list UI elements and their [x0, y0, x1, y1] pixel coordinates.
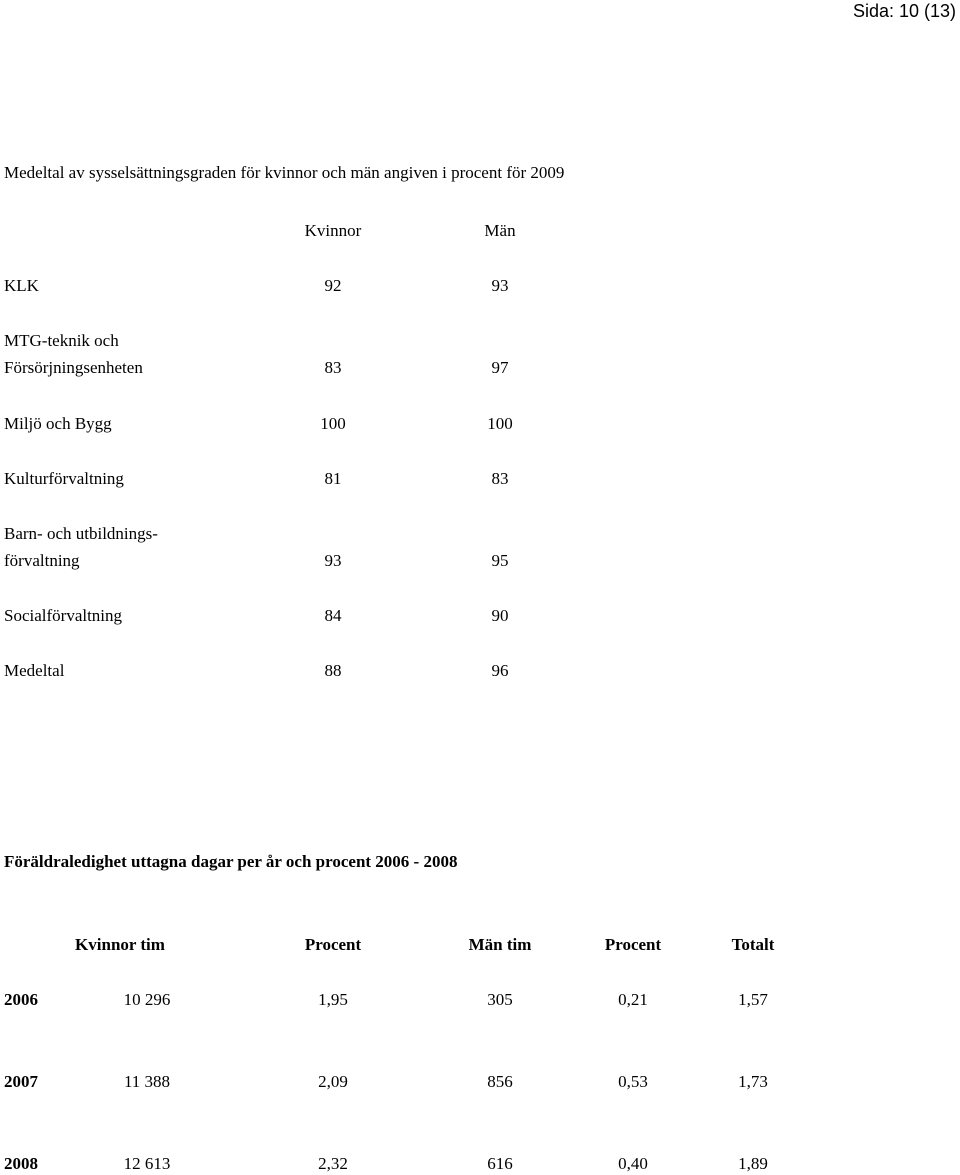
cell-kvinnor: 92 [324, 276, 342, 295]
row-label-line2: Försörjningsenheten [4, 358, 143, 377]
row-year: 2007 [4, 1072, 38, 1091]
row-label: Barn- och utbildnings- [4, 524, 158, 543]
row-label: KLK [4, 276, 39, 295]
cell-kvinnor: 81 [324, 469, 342, 488]
cell-man: 83 [491, 469, 509, 488]
row-label-total: Medeltal [4, 661, 65, 680]
cell-man: 96 [491, 661, 509, 680]
row-label: Kulturförvaltning [4, 469, 124, 488]
row-year: 2006 [4, 990, 38, 1009]
cell-totalt: 1,89 [738, 1154, 768, 1173]
cell-procent-man: 0,21 [618, 990, 648, 1009]
section1-title: Medeltal av sysselsättningsgraden för kvinnor och män angiven i procent för 2009 [4, 163, 565, 182]
col-header-procent-kvinnor: Procent [304, 935, 362, 954]
cell-man: 93 [491, 276, 509, 295]
section2-title: Föräldraledighet uttagna dagar per år och procent 2006 - 2008 [4, 852, 458, 871]
cell-procent-kvinnor: 2,09 [318, 1072, 348, 1091]
col-header-man: Män [484, 221, 516, 240]
cell-kvinnor: 88 [324, 661, 342, 680]
row-year: 2008 [4, 1154, 38, 1173]
cell-man-tim: 616 [487, 1154, 513, 1173]
cell-kvinnor-tim: 11 388 [123, 1072, 171, 1091]
cell-totalt: 1,73 [738, 1072, 768, 1091]
page-number: Sida: 10 (13) [852, 1, 956, 21]
col-header-kvinnor: Kvinnor [304, 221, 362, 240]
cell-man: 100 [487, 414, 513, 433]
cell-kvinnor: 93 [324, 551, 342, 570]
cell-kvinnor-tim: 12 613 [123, 1154, 171, 1173]
row-label: Socialförvaltning [4, 606, 123, 625]
col-header-totalt: Totalt [731, 935, 775, 954]
row-label-line2: förvaltning [4, 551, 80, 570]
col-header-procent-man: Procent [604, 935, 662, 954]
cell-procent-man: 0,40 [618, 1154, 648, 1173]
cell-procent-man: 0,53 [618, 1072, 648, 1091]
cell-kvinnor: 84 [324, 606, 342, 625]
row-label: MTG-teknik och [4, 331, 119, 350]
col-header-kvinnor-tim: Kvinnor tim [75, 935, 165, 954]
cell-man: 95 [491, 551, 509, 570]
cell-man-tim: 305 [487, 990, 513, 1009]
cell-procent-kvinnor: 2,32 [318, 1154, 348, 1173]
row-label: Miljö och Bygg [4, 414, 112, 433]
cell-man-tim: 856 [487, 1072, 513, 1091]
cell-man: 90 [491, 606, 509, 625]
col-header-man-tim: Män tim [468, 935, 532, 954]
cell-kvinnor: 83 [324, 358, 342, 377]
cell-kvinnor-tim: 10 296 [123, 990, 171, 1009]
cell-man: 97 [491, 358, 509, 377]
cell-kvinnor: 100 [320, 414, 346, 433]
cell-totalt: 1,57 [738, 990, 768, 1009]
cell-procent-kvinnor: 1,95 [318, 990, 348, 1009]
